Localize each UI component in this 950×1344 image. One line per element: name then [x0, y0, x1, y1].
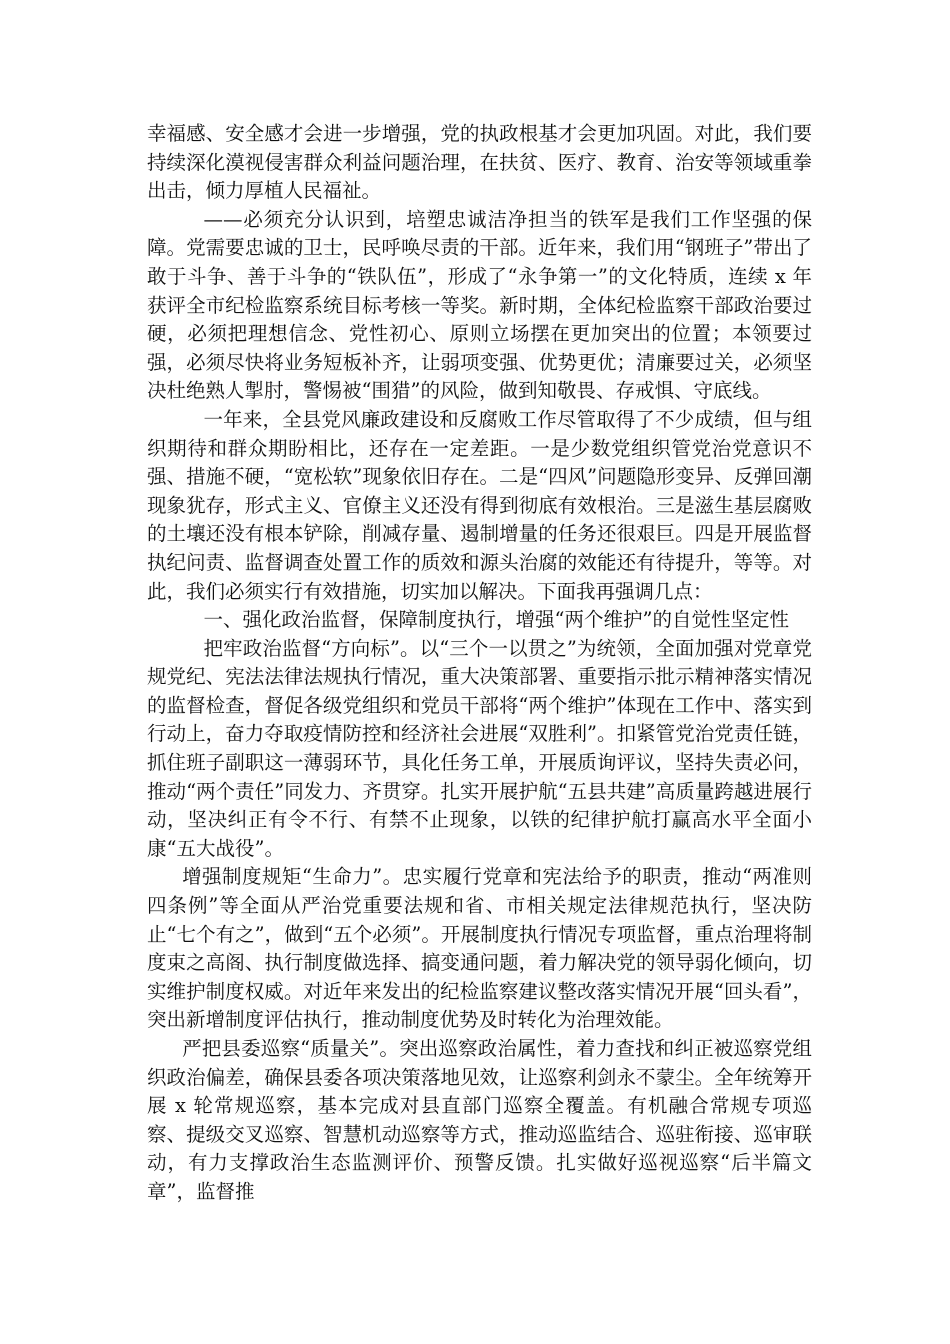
- paragraph-2: ——必须充分认识到，培塑忠诚洁净担当的铁军是我们工作坚强的保障。党需要忠诚的卫士，民呼唤尽责的干部。近年来，我们用“钢班子”带出了敢于斗争、善于斗争的“铁队伍”，形成了“永争第一”的文化特质，连续 x 年获评全市纪检监察系统目标考核一等奖。新时期，全体纪检监察干部政治要过硬，必须把理想信念、党性初心、原则立场摆在更加突出的位置；本领要过强，必须尽快将业务短板补齐，让弱项变强、优势更优；清廉要过关，必须坚决杜绝熟人掣肘，警惕被“围猎”的风险，做到知敬畏、存戒惧、守底线。: [147, 207, 812, 403]
- paragraph-1: 幸福感、安全感才会进一步增强，党的执政根基才会更加巩固。对此，我们要持续深化漠视侵害群众利益问题治理，在扶贫、医疗、教育、治安等领域重拳出击，倾力厚植人民福祉。: [147, 122, 812, 203]
- paragraph-3: 一年来，全县党风廉政建设和反腐败工作尽管取得了不少成绩，但与组织期待和群众期盼相比，还存在一定差距。一是少数党组织管党治党意识不强、措施不硬，“宽松软”现象依旧存在。二是“四风”问题隐形变异、反弹回潮现象犹存，形式主义、官僚主义还没有得到彻底有效根治。三是滋生基层腐败的土壤还没有根本铲除，削减存量、遏制增量的任务还很艰巨。四是开展监督执纪问责、监督调查处置工作的质效和源头治腐的效能还有待提升，等等。对此，我们必须实行有效措施，切实加以解决。下面我再强调几点：: [147, 407, 812, 603]
- section-heading-1: 一、强化政治监督，保障制度执行，增强“两个维护”的自觉性坚定性: [203, 608, 789, 632]
- paragraph-6: 严把县委巡察“质量关”。突出巡察政治属性，着力查找和纠正被巡察党组织政治偏差，确保县委各项决策落地见效，让巡察利剑永不蒙尘。全年统筹开展 x 轮常规巡察，基本完成对县直部门巡察全覆盖。有机融合常规专项巡察、提级交叉巡察、智慧机动巡察等方式，推动巡监结合、巡驻衔接、巡审联动，有力支撑政治生态监测评价、预警反馈。扎实做好巡视巡察“后半篇文章”，监督推: [147, 1037, 812, 1203]
- document-page: [147, 120, 812, 1207]
- paragraph-5: 增强制度规矩“生命力”。忠实履行党章和宪法给予的职责，推动“两准则四条例”等全面从严治党重要法规和省、市相关规定法律规范执行，坚决防止“七个有之”，做到“五个必须”。开展制度执行情况专项监督，重点治理将制度束之高阁、执行制度做选择、搞变通问题，着力解决党的领导弱化倾向，切实维护制度权威。对近年来发出的纪检监察建议整改落实情况开展“回头看”，突出新增制度评估执行，推动制度优势及时转化为治理效能。: [147, 865, 812, 1032]
- paragraph-4: 把牢政治监督“方向标”。以“三个一以贯之”为统领，全面加强对党章党规党纪、宪法法律法规执行情况，重大决策部署、重要指示批示精神落实情况的监督检查，督促各级党组织和党员干部将“两个维护”体现在工作中、落实到行动上，奋力夺取疫情防控和经济社会进展“双胜利”。扣紧管党治党责任链，抓住班子副职这一薄弱环节，具化任务工单，开展质询评议，坚持失责必问，推动“两个责任”同发力、齐贯穿。扎实开展护航“五县共建”高质量跨越进展行动，坚决纠正有令不行、有禁不止现象，以铁的纪律护航打赢高水平全面小康“五大战役”。: [147, 636, 812, 860]
